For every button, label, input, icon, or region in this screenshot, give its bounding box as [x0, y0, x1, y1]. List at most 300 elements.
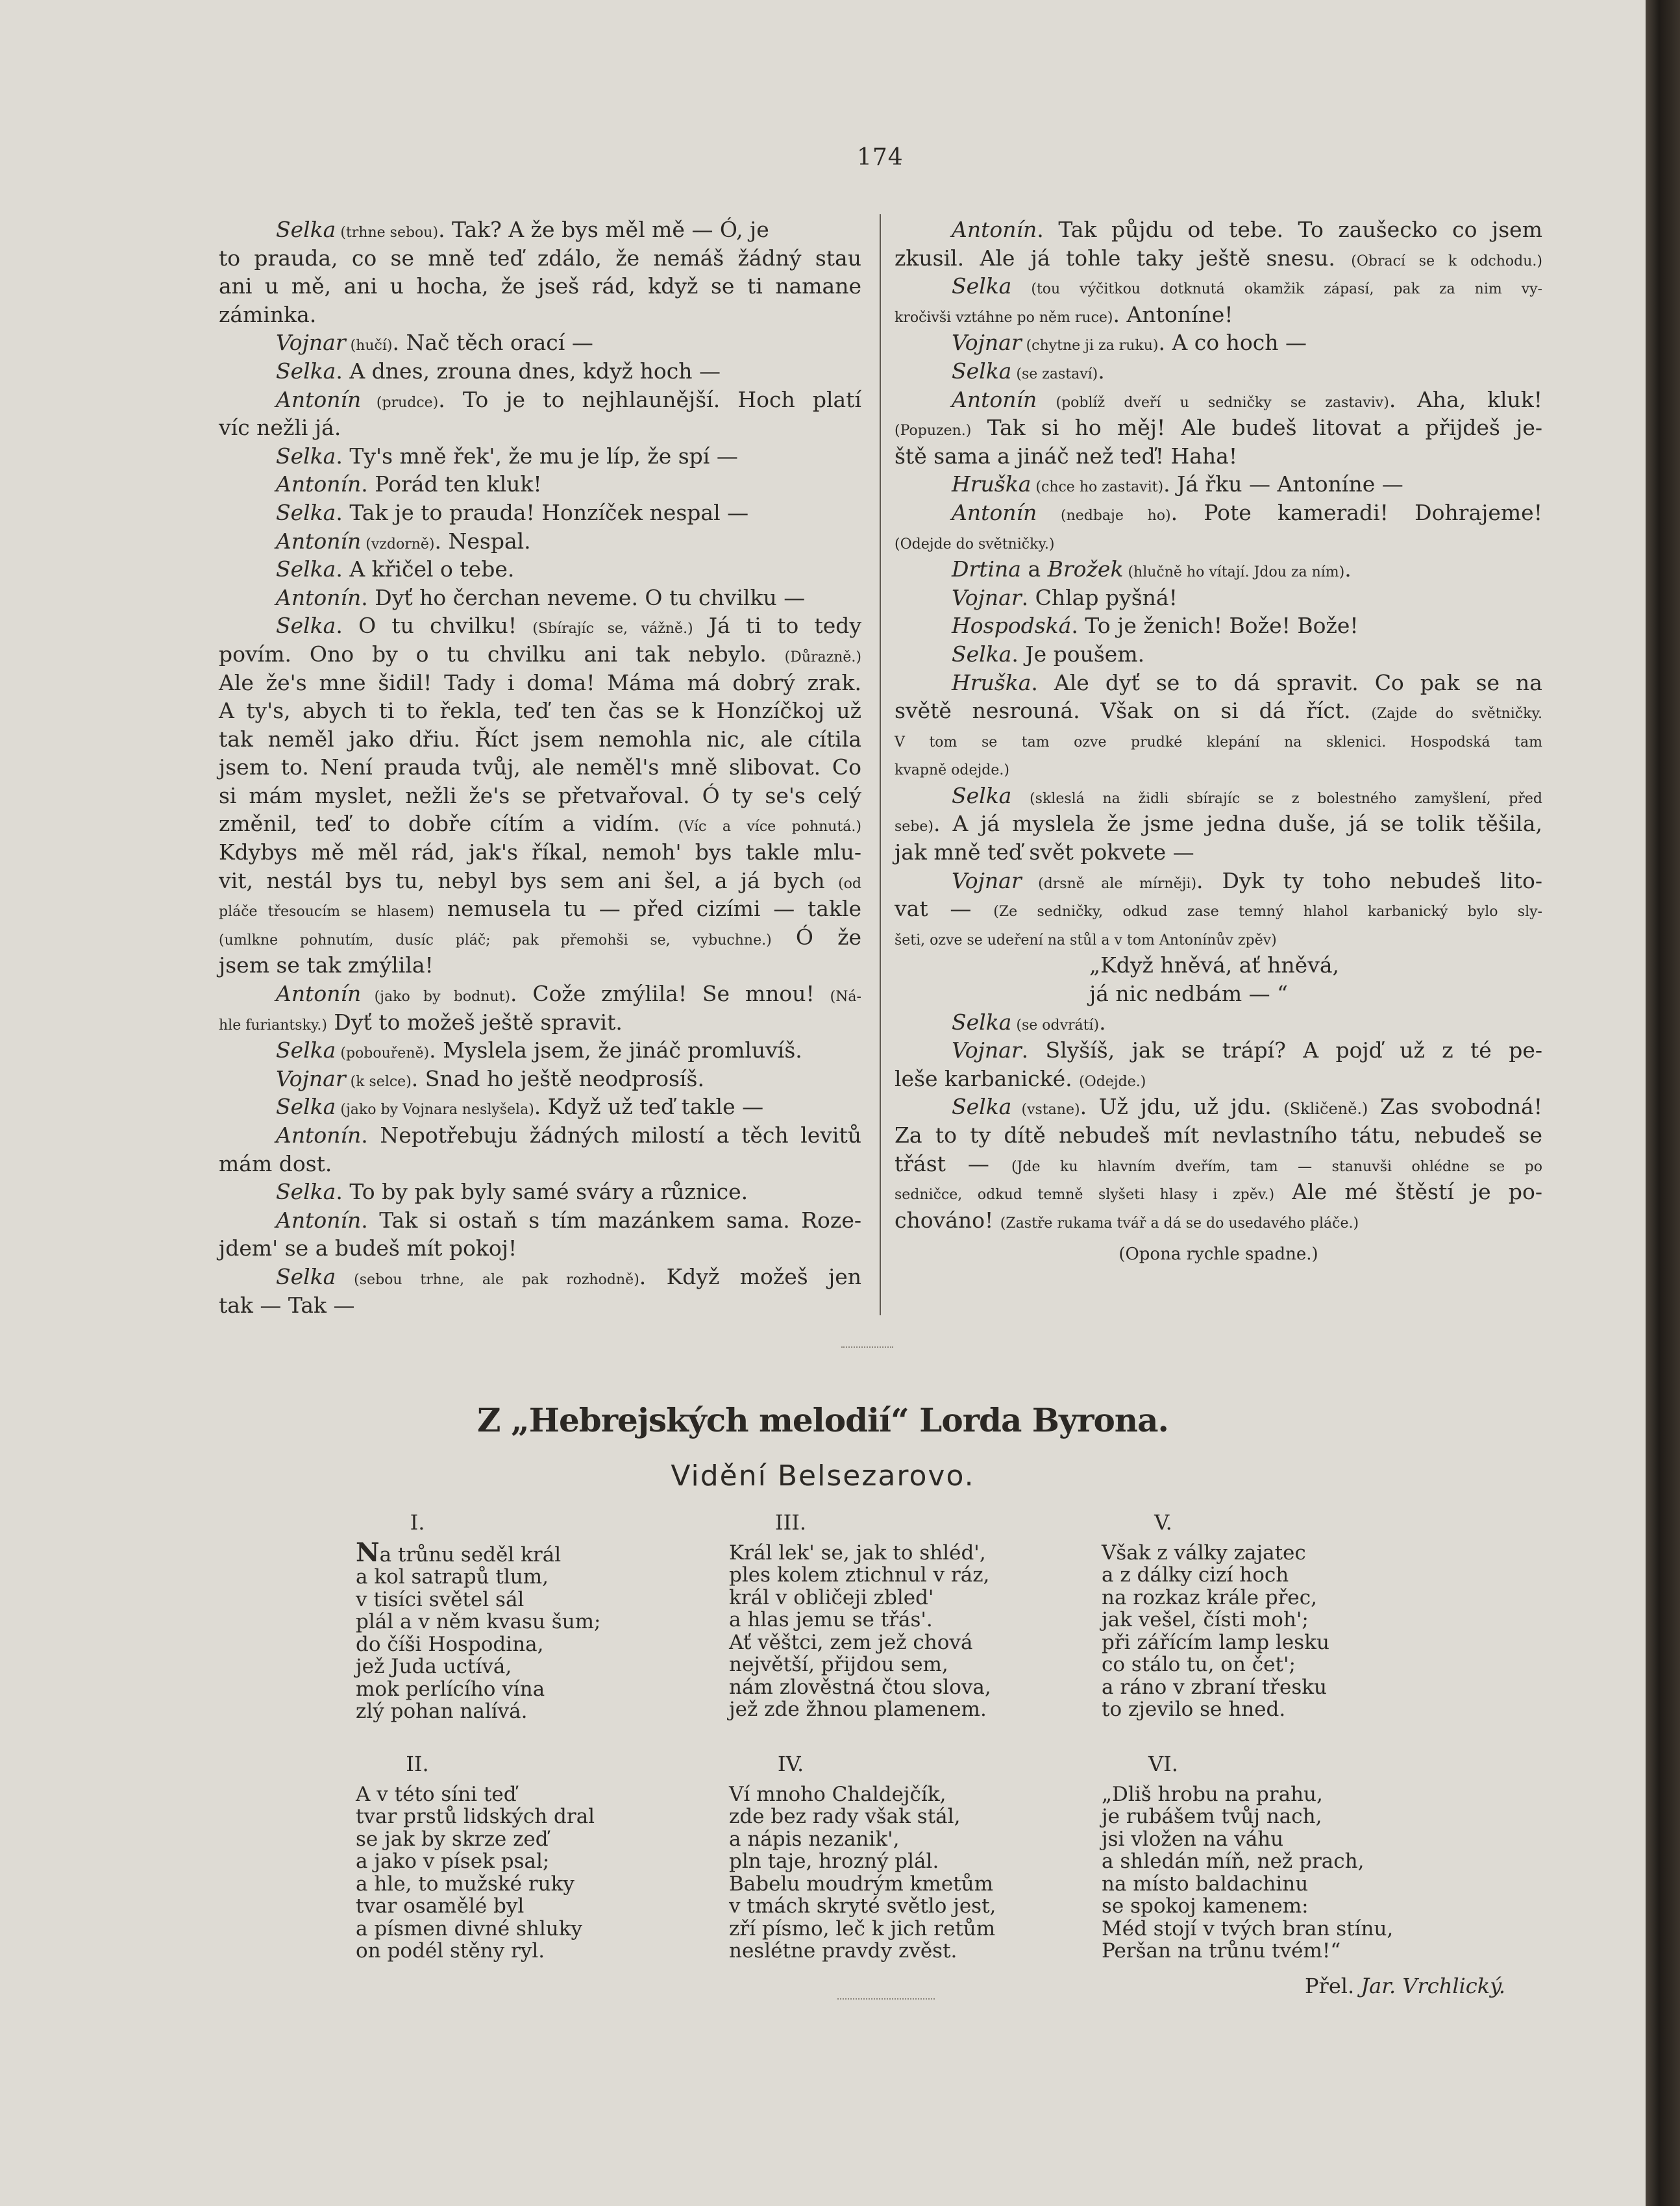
stage-direction: (tou výčitkou dotknutá okamžik zápasí, pak za nim vy-: [1011, 281, 1542, 298]
dialogue-text: Zas svobodná!: [1368, 1094, 1542, 1120]
dialogue-text: . To je ženich! Bože! Bože!: [1071, 613, 1359, 639]
dialogue-text: . Cože zmýlila! Se mnou!: [510, 981, 830, 1007]
verse-line: [1102, 1676, 1329, 1699]
speaker-name: Antonín: [276, 1122, 362, 1148]
poem-subtitle: Vidění Belsezarovo.: [671, 1459, 975, 1493]
verse-text: plál a v něm kvasu šum;: [356, 1610, 601, 1633]
dialogue-text: .: [1098, 358, 1105, 384]
speaker-name: Vojnar: [952, 867, 1022, 893]
dialogue-text: Ale mé štěstí je po-: [1274, 1179, 1542, 1205]
verse-line: [1102, 1698, 1329, 1721]
text-line: [219, 301, 861, 329]
dialogue-text: . Nespal.: [434, 528, 531, 554]
text-line: [895, 612, 1542, 640]
verse-text: to zjevilo se hned.: [1102, 1698, 1286, 1721]
dialogue-text: A ty's, abych ti to řekla, teď ten čas se k Honzíčkoj už: [219, 698, 861, 724]
verse-line: [356, 1537, 601, 1568]
text-line: [219, 725, 861, 754]
stage-direction: šeti, ozve se udeření na stůl a v tom Antonínův zpěv): [895, 932, 1277, 948]
text-line: [219, 499, 861, 527]
stage-direction: (Zajde do světničky.: [1371, 706, 1542, 723]
drop-cap: N: [356, 1537, 380, 1568]
text-line: [219, 414, 861, 442]
verse-text: jež zde žhnou plamenem.: [729, 1698, 987, 1721]
verse-text: v tisíci světel sál: [356, 1587, 525, 1611]
stanza: [356, 1511, 601, 1723]
verse-line: [356, 1700, 601, 1723]
verse-line: [1102, 1940, 1393, 1963]
dialogue-text: jak mně teď svět pokvete —: [895, 839, 1194, 865]
text-line: [219, 640, 861, 669]
dialogue-text: mám dost.: [219, 1150, 332, 1176]
speaker-name: Selka: [276, 499, 336, 525]
dialogue-text: .: [1099, 1009, 1106, 1035]
verse-text: zří písmo, leč k jich retům: [729, 1916, 996, 1940]
text-line: [895, 923, 1542, 952]
text-line: [219, 1065, 861, 1093]
translator-prefix: Přel.: [1305, 1974, 1355, 1998]
verse-text: je rubášem tvůj nach,: [1102, 1805, 1322, 1828]
text-line: [219, 810, 861, 838]
text-line: [895, 1178, 1542, 1206]
verse-text: král v obličeji zbled': [729, 1585, 934, 1609]
verse-line: [1102, 1609, 1329, 1631]
text-line: [895, 753, 1542, 782]
verse-text: do číši Hospodina,: [356, 1632, 544, 1656]
dialogue-text: . Nepotřebuju žádných milostí a těch levitů: [361, 1122, 861, 1148]
verse-line: [1102, 1918, 1393, 1940]
dialogue-text: . Tak je to prauda! Honzíček nespal —: [336, 499, 749, 525]
dialogue-text: . Nač těch orací —: [392, 330, 593, 356]
verse-text: se spokoj kamenem:: [1102, 1894, 1309, 1918]
text-line: [895, 527, 1542, 556]
verse-text: na rozkaz krále přec,: [1102, 1585, 1317, 1609]
text-line: [219, 272, 861, 301]
verse-line: [729, 1542, 991, 1565]
dialogue-text: . Tak si ostaň s tím mazánkem sama. Roze-: [361, 1207, 861, 1233]
verse-text: a hle, to mužské ruky: [356, 1872, 574, 1896]
stage-direction: (nedbaje ho): [1037, 507, 1171, 524]
verse-line: [356, 1940, 595, 1963]
verse-line: [1102, 1805, 1393, 1828]
text-line: [895, 386, 1542, 414]
verse-line: [729, 1873, 996, 1896]
book-binding-edge: [1646, 0, 1680, 2206]
stage-direction: (od: [838, 875, 861, 892]
stage-direction: (prudce): [361, 394, 439, 411]
text-line: [895, 499, 1542, 527]
text-line: [219, 1150, 861, 1178]
speaker-name: Selka: [276, 217, 336, 242]
verse-text: a jako v písek psal;: [356, 1850, 550, 1873]
text-line: [895, 272, 1542, 301]
verse-line: [729, 1654, 991, 1676]
verse-text: jak vešel, čísti moh';: [1102, 1608, 1309, 1631]
text-line: [219, 1121, 861, 1150]
section-ornament: [841, 1346, 893, 1352]
verse-line: [729, 1698, 991, 1721]
speaker-name: Hruška: [952, 471, 1031, 497]
verse-text: jsi vložen na váhu: [1102, 1827, 1284, 1851]
stanza: [1102, 1753, 1393, 1963]
verse-text: se jak by skrze zeď: [356, 1827, 549, 1851]
text-line: [219, 244, 861, 273]
text-line: [219, 782, 861, 810]
dialogue-text: víc nežli já.: [219, 415, 341, 441]
stanza: [729, 1511, 991, 1721]
stage-direction: sedničce, odkud temně slyšeti hlasy i zpěv.): [895, 1187, 1275, 1204]
text-line: [219, 1291, 861, 1320]
dialogue-text: . A dnes, zrouna dnes, když hoch —: [336, 358, 721, 384]
stage-direction: (Popuzen.): [895, 423, 972, 440]
stanza: [356, 1753, 595, 1963]
verse-text: zlý pohan nalívá.: [356, 1700, 528, 1723]
dialogue-text: . A křičel o tebe.: [336, 556, 515, 582]
stage-direction: (vstane): [1011, 1102, 1080, 1119]
text-line: [219, 386, 861, 414]
dialogue-text: ani u mě, ani u hocha, že jseš rád, když se ti namane: [219, 273, 861, 299]
speaker-name: Selka: [276, 1094, 336, 1120]
dialogue-text: Dyť to možeš ještě spravit.: [327, 1009, 623, 1035]
stage-direction: (se odvrátí): [1011, 1017, 1100, 1034]
dialogue-text: . Chlap pyšná!: [1021, 584, 1178, 610]
verse-line: [729, 1676, 991, 1699]
dialogue-text: ště sama a jináč než teď! Haha!: [895, 443, 1238, 469]
verse-line: [729, 1918, 996, 1940]
dialogue-text: Kdybys mě měl rád, jak's říkal, nemoh' bys takle mlu-: [219, 839, 861, 865]
dialogue-text: . Aha, kluk!: [1389, 386, 1543, 412]
stage-direction: (Odejde do světničky.): [895, 536, 1055, 552]
speaker-name: Antonín: [952, 499, 1037, 525]
stage-direction: hle furiantsky.): [219, 1017, 327, 1034]
dialogue-text: jsem se tak zmýlila!: [219, 952, 434, 978]
speaker-name: Selka: [276, 358, 336, 384]
dialogue-text: třást —: [895, 1150, 1011, 1176]
speaker-name: Vojnar: [276, 330, 346, 356]
text-line: [895, 244, 1542, 273]
speaker-name: Brožek: [1047, 556, 1124, 582]
text-line: [895, 1121, 1542, 1150]
verse-text: jež Juda uctívá,: [356, 1655, 512, 1678]
text-line: [219, 980, 861, 1008]
text-line: [895, 555, 1542, 584]
stanza-number: VI.: [1148, 1752, 1178, 1776]
stage-direction: (sebou trhne, ale pak rozhodně): [336, 1271, 639, 1288]
dialogue-text: nemusela tu — před cizími — takle: [434, 896, 861, 922]
speaker-name: Antonín: [276, 471, 362, 497]
verse-line: [729, 1609, 991, 1631]
text-line: [219, 697, 861, 725]
text-line: [219, 895, 861, 923]
speaker-name: Selka: [952, 782, 1012, 808]
text-line: [895, 1036, 1542, 1065]
text-line: [895, 442, 1542, 471]
verse-line: [356, 1655, 601, 1678]
stage-direction: (hučí): [345, 338, 393, 354]
text-line: [219, 470, 861, 499]
verse-line: [1102, 1783, 1393, 1806]
text-line: [895, 1150, 1542, 1178]
verse-line: [356, 1895, 595, 1918]
stage-direction: (jako by Vojnara neslyšela): [336, 1102, 534, 1119]
verse-text: a trůnu seděl král: [379, 1543, 562, 1567]
text-line: [895, 725, 1542, 754]
speaker-name: Antonín: [276, 584, 362, 610]
stanza-number: V.: [1154, 1510, 1172, 1535]
verse-line: [729, 1783, 996, 1806]
stage-direction: (k selce): [345, 1073, 412, 1090]
verse-line: [356, 1589, 601, 1611]
verse-line: [356, 1611, 601, 1633]
text-line: [895, 867, 1542, 895]
dialogue-text: chováno!: [895, 1207, 1000, 1233]
dialogue-text: zkusil. Ale já tohle taky ještě snesu.: [895, 245, 1352, 271]
text-line: [895, 669, 1542, 697]
dialogue-text: . Tak půjdu od tebe. To zaušecko co jsem: [1037, 217, 1542, 242]
speaker-name: Hospodská: [952, 613, 1072, 639]
speaker-name: Antonín: [276, 528, 362, 554]
dialogue-text: leše karbanické.: [895, 1065, 1080, 1091]
text-line: [895, 697, 1542, 725]
verse-line: [1102, 1631, 1329, 1654]
speaker-name: Drtina: [952, 556, 1021, 582]
dialogue-text: jdem' se a budeš mít pokoj!: [219, 1235, 517, 1261]
stage-direction: (Sbírajíc se, vážně.): [532, 621, 693, 638]
stage-direction: (trhne sebou): [336, 225, 439, 241]
verse-line: [1102, 1564, 1329, 1587]
speaker-name: Vojnar: [952, 1037, 1022, 1063]
verse-text: Babelu moudrým kmetům: [729, 1872, 993, 1896]
stage-direction: (vzdorně): [361, 536, 435, 552]
dialogue-text: . Je poušem.: [1011, 641, 1145, 667]
text-line: [219, 357, 861, 386]
translator-name: Jar. Vrchlický.: [1361, 1974, 1506, 1998]
verse-text: A v této síni teď: [356, 1782, 517, 1806]
speaker-name: Selka: [952, 641, 1012, 667]
stanza-number: IV.: [777, 1752, 804, 1776]
speaker-name: Selka: [276, 556, 336, 582]
speaker-name: Selka: [276, 1179, 336, 1205]
dialogue-text: povím. Ono by o tu chvilku ani tak nebylo.: [219, 641, 785, 667]
dialogue-text: . A já myslela že jsme jedna duše, já se tolik těšila,: [933, 811, 1542, 837]
speaker-name: Antonín: [952, 217, 1037, 242]
dialogue-text: . Porád ten kluk!: [361, 471, 542, 497]
verse-text: nám zlověstná čtou slova,: [729, 1675, 991, 1699]
text-line: [895, 980, 1542, 1008]
text-line: [895, 951, 1542, 980]
text-line: [219, 951, 861, 980]
speaker-name: Antonín: [276, 1207, 362, 1233]
text-line: [895, 414, 1542, 442]
dialogue-text: .: [1344, 556, 1352, 582]
stage-direction: pláče třesoucím se hlasem): [219, 904, 434, 921]
stage-direction: kvapně odejde.): [895, 762, 1009, 779]
text-line: [219, 1263, 861, 1291]
dialogue-text: . A co hoch —: [1158, 330, 1307, 356]
dialogue-text: . To by pak byly samé sváry a různice.: [336, 1179, 748, 1205]
verse-text: při zářícím lamp lesku: [1102, 1630, 1329, 1654]
verse-line: [1102, 1542, 1329, 1565]
verse-text: a ráno v zbraní třesku: [1102, 1675, 1327, 1699]
dialogue-text: . Snad ho ještě neodprosíš.: [411, 1065, 704, 1091]
speaker-name: Antonín: [276, 386, 362, 412]
stage-direction: (poblíž dveří u sedničky se zastaviv): [1037, 394, 1389, 411]
verse-text: a hlas jemu se třás'.: [729, 1608, 933, 1631]
text-line: [895, 1093, 1542, 1121]
text-line: [895, 470, 1542, 499]
text-line: [219, 1036, 861, 1065]
text-line: [219, 1178, 861, 1206]
verse-line: [1102, 1654, 1329, 1676]
stanza-number: II.: [406, 1752, 429, 1776]
verse-text: on podél stěny ryl.: [356, 1939, 545, 1963]
stanza-number: I.: [410, 1510, 425, 1535]
dialogue-text: . O tu chvilku!: [336, 613, 533, 639]
verse-line: [356, 1805, 595, 1828]
verse-text: pln taje, hrozný plál.: [729, 1850, 939, 1873]
verse-line: [356, 1633, 601, 1656]
verse-text: a písmen divné shluky: [356, 1916, 583, 1940]
verse-text: v tmách skryté světlo jest,: [729, 1894, 996, 1918]
speaker-name: Selka: [952, 1009, 1012, 1035]
stage-direction: (Ze sedničky, odkud zase temný hlahol karbanický bylo sly-: [993, 904, 1542, 921]
stage-direction: (drsně ale mírněji): [1021, 875, 1197, 892]
text-line: [895, 1008, 1542, 1037]
verse-line: [1102, 1895, 1393, 1918]
text-line: [219, 442, 861, 471]
dialogue-text: . Pote kameradi! Dohrajeme!: [1170, 499, 1542, 525]
verse-line: [356, 1918, 595, 1940]
dialogue-text: . Když možeš jen: [639, 1263, 862, 1289]
verse-text: „Dliš hrobu na prahu,: [1102, 1782, 1323, 1806]
verse-line: [729, 1564, 991, 1587]
dialogue-text: Tak si ho měj! Ale budeš litovat a přijdeš je-: [971, 415, 1542, 441]
verse-line: [356, 1678, 601, 1701]
verse-text: neslétne pravdy zvěst.: [729, 1939, 957, 1963]
verse-text: Méd stojí v tvých bran stínu,: [1102, 1916, 1394, 1940]
dialogue-text: . Antoníne!: [1113, 301, 1233, 327]
dialogue-text: . Dyť ho čerchan neveme. O tu chvilku —: [361, 584, 806, 610]
dialogue-text: světě nesrouná. Však on si dá říct.: [895, 698, 1372, 724]
dialogue-text: . Ty's mně řek', že mu je líp, že spí —: [336, 443, 738, 469]
dialogue-text: . Už jdu, už jdu.: [1080, 1094, 1284, 1120]
speaker-name: Vojnar: [952, 584, 1022, 610]
text-line: [219, 1206, 861, 1235]
speaker-name: Antonín: [952, 386, 1037, 412]
verse-text: na místo baldachinu: [1102, 1872, 1309, 1896]
text-line: [219, 669, 861, 697]
text-line: [895, 640, 1542, 669]
stage-direction: (se zastaví): [1011, 366, 1098, 382]
play-text-right-column: [895, 216, 1542, 1269]
text-line: [219, 1234, 861, 1263]
dialogue-text: Ale že's mne šidil! Tady i doma! Máma má dobrý zrak.: [219, 669, 861, 695]
verse-line: [1102, 1587, 1329, 1609]
speaker-name: Vojnar: [276, 1065, 346, 1091]
stage-direction: (chytne ji za ruku): [1021, 338, 1159, 354]
text-line: [895, 584, 1542, 612]
column-divider: [880, 214, 881, 1315]
stage-direction: (Důrazně.): [784, 649, 861, 665]
dialogue-text: záminka.: [219, 301, 317, 327]
text-line: [895, 782, 1542, 810]
stage-direction: (Odejde.): [1079, 1073, 1146, 1090]
speaker-name: Antonín: [276, 981, 362, 1007]
speaker-name: Selka: [952, 273, 1012, 299]
verse-line: [729, 1940, 996, 1963]
stage-direction: (skleslá na židli sbírajíc se z bolestného zamyšlení, před: [1011, 790, 1542, 807]
verse-text: Však z války zajatec: [1102, 1541, 1306, 1565]
stage-direction: (umlkne pohnutím, dusíc pláč; pak přemohši se, vybuchne.): [219, 932, 772, 948]
stage-direction: (Skličeně.): [1283, 1100, 1368, 1119]
verse-text: zde bez rady však stál,: [729, 1805, 961, 1828]
stage-direction: (Obrací se k odchodu.): [1351, 253, 1542, 269]
text-line: [219, 584, 861, 612]
dialogue-text: si mám myslet, nežli že's se přetvařoval. Ó ty se's celý: [219, 782, 861, 808]
dialogue-text: tak — Tak —: [219, 1292, 355, 1318]
text-line: [219, 612, 861, 640]
speaker-name: Selka: [952, 358, 1012, 384]
text-line: [895, 328, 1542, 357]
stanza: [1102, 1511, 1329, 1721]
verse-line: [356, 1873, 595, 1896]
dialogue-text: . To je to nejhlaunější. Hoch platí: [438, 386, 861, 412]
text-line: [895, 357, 1542, 386]
dialogue-text: Za to ty dítě nebudeš mít nevlastního tátu, nebudeš se: [895, 1122, 1542, 1148]
verse-text: největší, přijdou sem,: [729, 1653, 948, 1676]
dialogue-text: změnil, teď to dobře cítím a vidím.: [219, 811, 678, 837]
dialogue-text: . Slyšíš, jak se trápí? A pojď už z té pe-: [1021, 1037, 1542, 1063]
text-line: [219, 216, 861, 244]
stage-direction: (Ná-: [830, 989, 861, 1006]
stage-direction: (chce ho zastavit): [1031, 479, 1164, 496]
verse-line: [1102, 1828, 1393, 1851]
dialogue-text: „Když hněvá, ať hněvá,: [1089, 952, 1339, 978]
dialogue-text: Ó že: [771, 924, 861, 950]
speaker-name: Selka: [952, 1094, 1012, 1120]
text-line: [895, 1065, 1542, 1093]
poem-title: Z „Hebrejských melodií“ Lorda Byrona.: [477, 1401, 1168, 1439]
verse-line: [729, 1631, 991, 1654]
stage-direction: (jako by bodnut): [361, 989, 511, 1006]
text-line: [219, 923, 861, 952]
dialogue-text: Já ti to tedy: [693, 613, 861, 639]
verse-text: a nápis nezanik',: [729, 1827, 900, 1851]
dialogue-text: já nic nedbám — “: [1089, 981, 1289, 1007]
speaker-name: Selka: [276, 613, 336, 639]
speaker-name: Selka: [276, 443, 336, 469]
speaker-name: Selka: [276, 1263, 336, 1289]
speaker-name: Selka: [276, 1037, 336, 1063]
translator-credit: [1305, 1974, 1505, 1998]
text-line: [219, 1093, 861, 1121]
dialogue-text: a: [1020, 556, 1048, 582]
text-line: [895, 838, 1542, 867]
stanza-number: III.: [774, 1510, 807, 1535]
text-line: [219, 328, 861, 357]
stage-direction: kročivši vztáhne po něm ruce): [895, 309, 1113, 326]
end-ornament: [837, 1998, 935, 2003]
text-line: [219, 838, 861, 867]
verse-line: [729, 1587, 991, 1609]
text-line: [219, 555, 861, 584]
verse-text: mok perlícího vína: [356, 1677, 545, 1701]
text-line: [219, 867, 861, 895]
text-line: [895, 301, 1542, 329]
verse-line: [356, 1850, 595, 1873]
stage-direction: (hlučně ho vítají. Jdou za ním): [1123, 564, 1345, 581]
text-line: [219, 753, 861, 782]
